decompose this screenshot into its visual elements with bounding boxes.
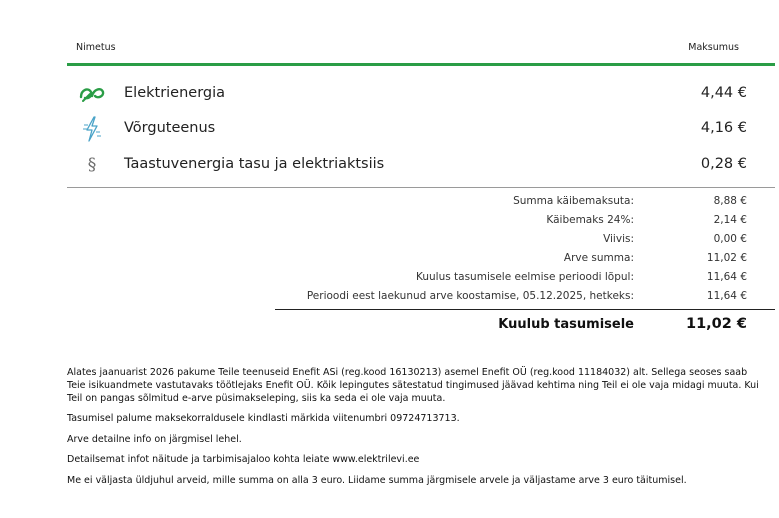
column-header-amount: Maksumus	[688, 42, 739, 53]
summary-row-received	[200, 288, 775, 307]
line-item-value: 0,28 €	[700, 156, 747, 172]
summary-value: 0,00 €	[713, 233, 747, 245]
summary-label: Perioodi eest laekunud arve koostamise, 05.12.2025, hetkeks:	[306, 290, 634, 302]
summary-value: 2,14 €	[713, 214, 747, 226]
line-item-value: 4,44 €	[700, 85, 747, 101]
paragraph-icon: §	[87, 155, 97, 175]
line-item-value: 4,16 €	[700, 120, 747, 136]
column-header-name: Nimetus	[76, 42, 116, 53]
line-item-label: Taastuvenergia tasu ja elektriaktsiis	[124, 156, 385, 172]
notice-details-next-page: Arve detailne info on järgmisel lehel.	[67, 434, 242, 445]
items-divider	[67, 187, 775, 188]
summary-value: 11,02 €	[706, 252, 747, 264]
summary-row-previous-due	[200, 269, 775, 288]
lightning-icon	[77, 114, 107, 144]
summary-label: Käibemaks 24%:	[546, 214, 634, 226]
leaf-energy-icon	[77, 79, 107, 109]
line-item-network	[67, 114, 775, 144]
summary-value: 8,88 €	[713, 195, 747, 207]
summary-row-invoice-sum	[200, 250, 775, 269]
summary-row-vat	[200, 212, 775, 231]
total-due-label: Kuulub tasumisele	[498, 317, 634, 332]
notice-minimum-amount: Me ei väljasta üldjuhul arveid, mille summa on alla 3 euro. Liidame summa järgmisele arvele ja väljastame arve 3 euro täitumisel.	[67, 475, 687, 486]
total-divider	[275, 309, 775, 310]
notice-provider-change: Alates jaanuarist 2026 pakume Teile teenuseid Enefit ASi (reg.kood 16130213) asemel Enefit OÜ (reg.kood 11184032) alt. Sellega seoses saab Teie isikuandmete vastutavaks töötlejaks Enefit OÜ. Kõik lepingutes sätestatud tingimused jäävad kehtima ning Teil ei ole vaja midagi muuta. Kui Teil on pangas sõlmitud e-arve püsimakseleping, siis ka seda ei ole vaja muuta.	[67, 367, 759, 404]
summary-row-subtotal	[200, 193, 775, 212]
summary-label: Arve summa:	[563, 252, 634, 264]
summary-label: Viivis:	[603, 233, 634, 245]
line-item-renewable-excise	[67, 150, 775, 180]
summary-value: 11,64 €	[706, 290, 747, 302]
notice-elektrilevi-link: Detailsemat infot näitude ja tarbimisajaloo kohta leiate www.elektrilevi.ee	[67, 454, 420, 465]
header-divider	[67, 63, 775, 66]
total-due-value: 11,02 €	[685, 316, 747, 332]
summary-value: 11,64 €	[706, 271, 747, 283]
summary-label: Kuulus tasumisele eelmise perioodi lõpul:	[415, 271, 634, 283]
line-item-label: Võrguteenus	[124, 120, 216, 136]
line-item-electricity	[67, 79, 775, 109]
summary-label: Summa käibemaksuta:	[513, 195, 634, 207]
summary-row-penalty	[200, 231, 775, 250]
line-item-label: Elektrienergia	[124, 85, 226, 101]
notice-reference-number: Tasumisel palume maksekorraldusele kindlasti märkida viitenumbri 09724713713.	[67, 413, 460, 424]
total-due-row	[275, 316, 775, 336]
